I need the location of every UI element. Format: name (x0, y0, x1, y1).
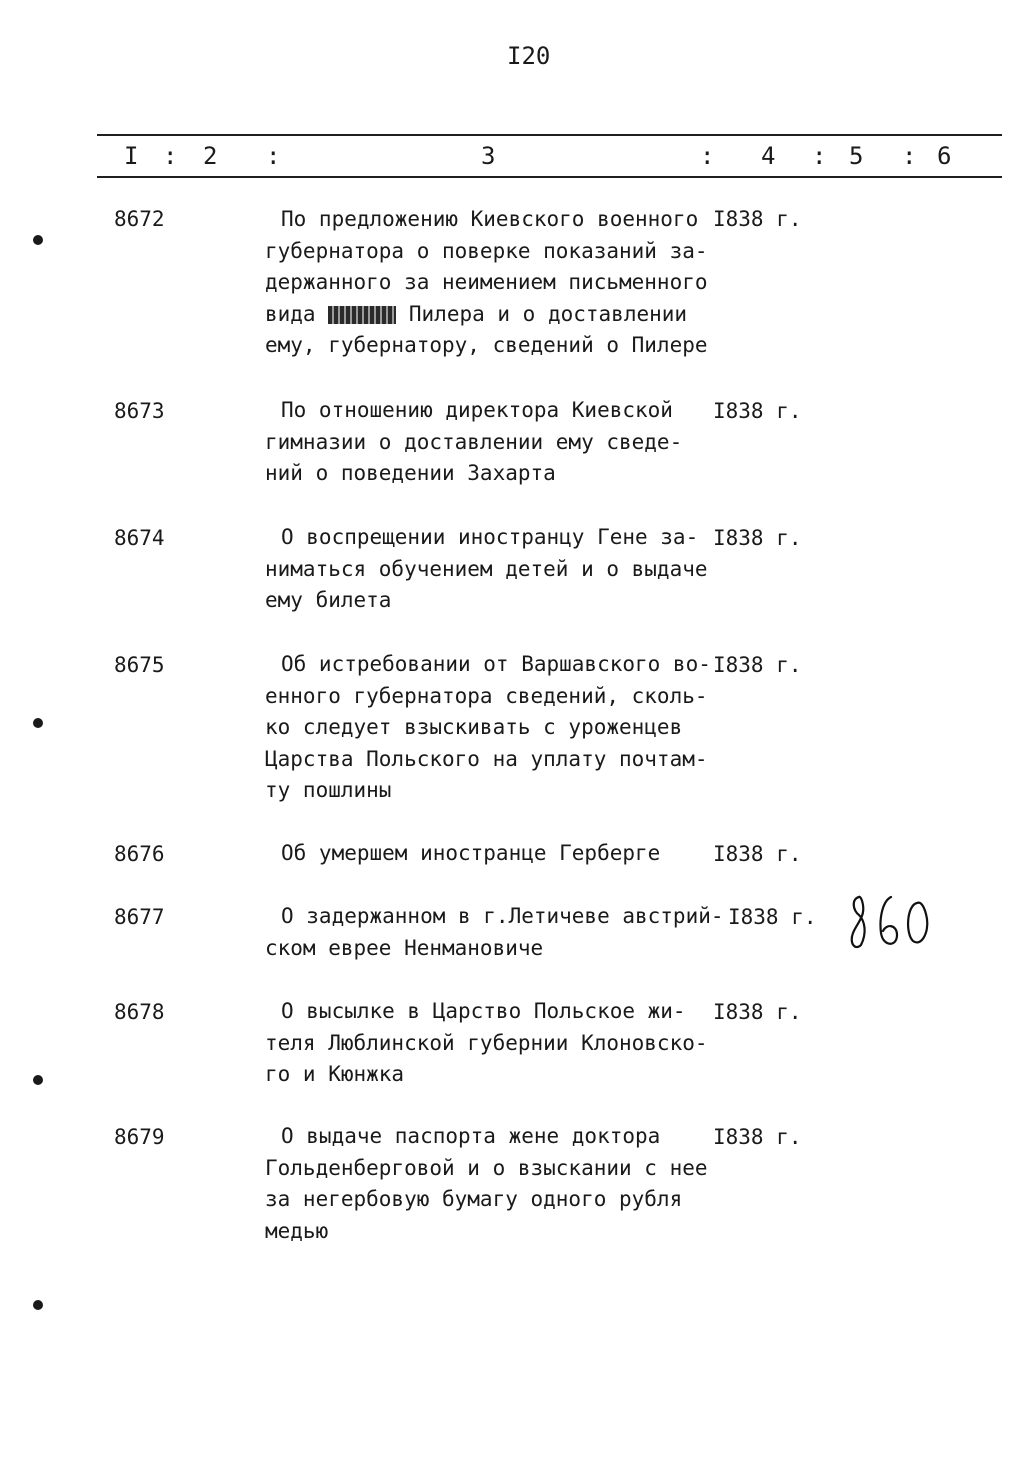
entry-line: за негербовую бумагу одного рубля (265, 1187, 683, 1211)
entry-year: I838 г. (728, 905, 817, 929)
entry-year: I838 г. (713, 653, 802, 677)
punch-hole (33, 235, 43, 245)
entry-line: губернатора о поверке показаний за- (265, 238, 708, 263)
handwritten-digit-0 (908, 903, 927, 943)
entry-line: медью (265, 1218, 329, 1243)
entry-line: гимназии о доставлении ему сведе- (265, 429, 683, 454)
entry-line-start: вида (265, 301, 316, 326)
entry-line: го и Кюнжка (265, 1062, 405, 1086)
entry-description (265, 838, 725, 870)
entry-number: 8676 (114, 842, 165, 866)
header-col-3: 3 (481, 142, 496, 170)
header-separator: : (266, 142, 281, 170)
handwritten-digit-6 (880, 897, 897, 944)
header-col-4: 4 (761, 142, 776, 170)
entry-line: По предложению Киевского военного (281, 207, 699, 231)
entry-line: Об умершем иностранце Герберге (281, 841, 661, 865)
entry-line: теля Люблинской губернии Клоновско- (265, 1030, 708, 1055)
entry-line: О выдаче паспорта жене доктора (281, 1124, 661, 1148)
header-separator: : (700, 142, 715, 170)
entry-line: О задержанном в г.Летичеве австрий- (281, 904, 724, 928)
entry-number: 8673 (114, 399, 165, 423)
entry-line: Царства Польского на уплату почтам- (265, 746, 708, 771)
entry-line-end: Пилера и о доставлении (408, 301, 688, 326)
header-rule-bottom (97, 176, 1002, 178)
handwritten-folio-number (845, 893, 935, 953)
entry-description (265, 1121, 725, 1247)
header-col-5: 5 (849, 142, 864, 170)
header-separator: : (163, 142, 178, 170)
page-number: I20 (507, 42, 551, 70)
entry-year: I838 г. (713, 842, 802, 866)
handwritten-digit-8 (852, 897, 865, 947)
entry-description (265, 996, 725, 1091)
entry-line: О высылке в Царство Польское жи- (281, 999, 686, 1023)
entry-line: О воспрещении иностранцу Гене за- (281, 525, 699, 549)
punch-hole (33, 718, 43, 728)
entry-line: держанного за неимением письменного (265, 270, 708, 294)
entry-description (265, 204, 725, 362)
entry-line: енного губернатора сведений, сколь- (265, 683, 708, 708)
entry-line (265, 299, 725, 331)
entry-year: I838 г. (713, 1125, 802, 1149)
header-col-2: 2 (203, 142, 218, 170)
entry-line: ту пошлины (265, 778, 392, 802)
entry-year: I838 г. (713, 526, 802, 550)
entry-line: ему, губернатору, сведений о Пилере (265, 333, 708, 357)
header-rule-top (97, 134, 1002, 136)
punch-hole (33, 1300, 43, 1310)
entry-number: 8674 (114, 526, 165, 550)
entry-line: ему билета (265, 588, 392, 612)
entry-line: Гольденберговой и о взыскании с нее (265, 1155, 708, 1180)
entry-line: ко следует взыскивать с уроженцев (265, 715, 683, 739)
entry-line: По отношению директора Киевской (281, 398, 673, 422)
entry-number: 8677 (114, 905, 165, 929)
redacted-text (328, 306, 396, 324)
entry-year: I838 г. (713, 207, 802, 231)
entry-description (265, 522, 725, 617)
entry-number: 8678 (114, 1000, 165, 1024)
entry-number: 8679 (114, 1125, 165, 1149)
header-separator: : (902, 142, 917, 170)
header-col-1: I (124, 142, 139, 170)
header-separator: : (812, 142, 827, 170)
entry-line: ниматься обучением детей и о выдаче (265, 556, 708, 581)
entry-line: Об истребовании от Варшавского во- (281, 652, 711, 676)
punch-hole (33, 1075, 43, 1085)
entry-line: ний о поведении Захарта (265, 461, 556, 485)
entry-description (265, 395, 725, 490)
header-col-6: 6 (937, 142, 952, 170)
entry-number: 8672 (114, 207, 165, 231)
entry-number: 8675 (114, 653, 165, 677)
entry-description (265, 649, 725, 807)
entry-description (265, 901, 725, 964)
entry-line: ском еврее Ненмановиче (265, 935, 544, 960)
entry-year: I838 г. (713, 399, 802, 423)
entry-year: I838 г. (713, 1000, 802, 1024)
